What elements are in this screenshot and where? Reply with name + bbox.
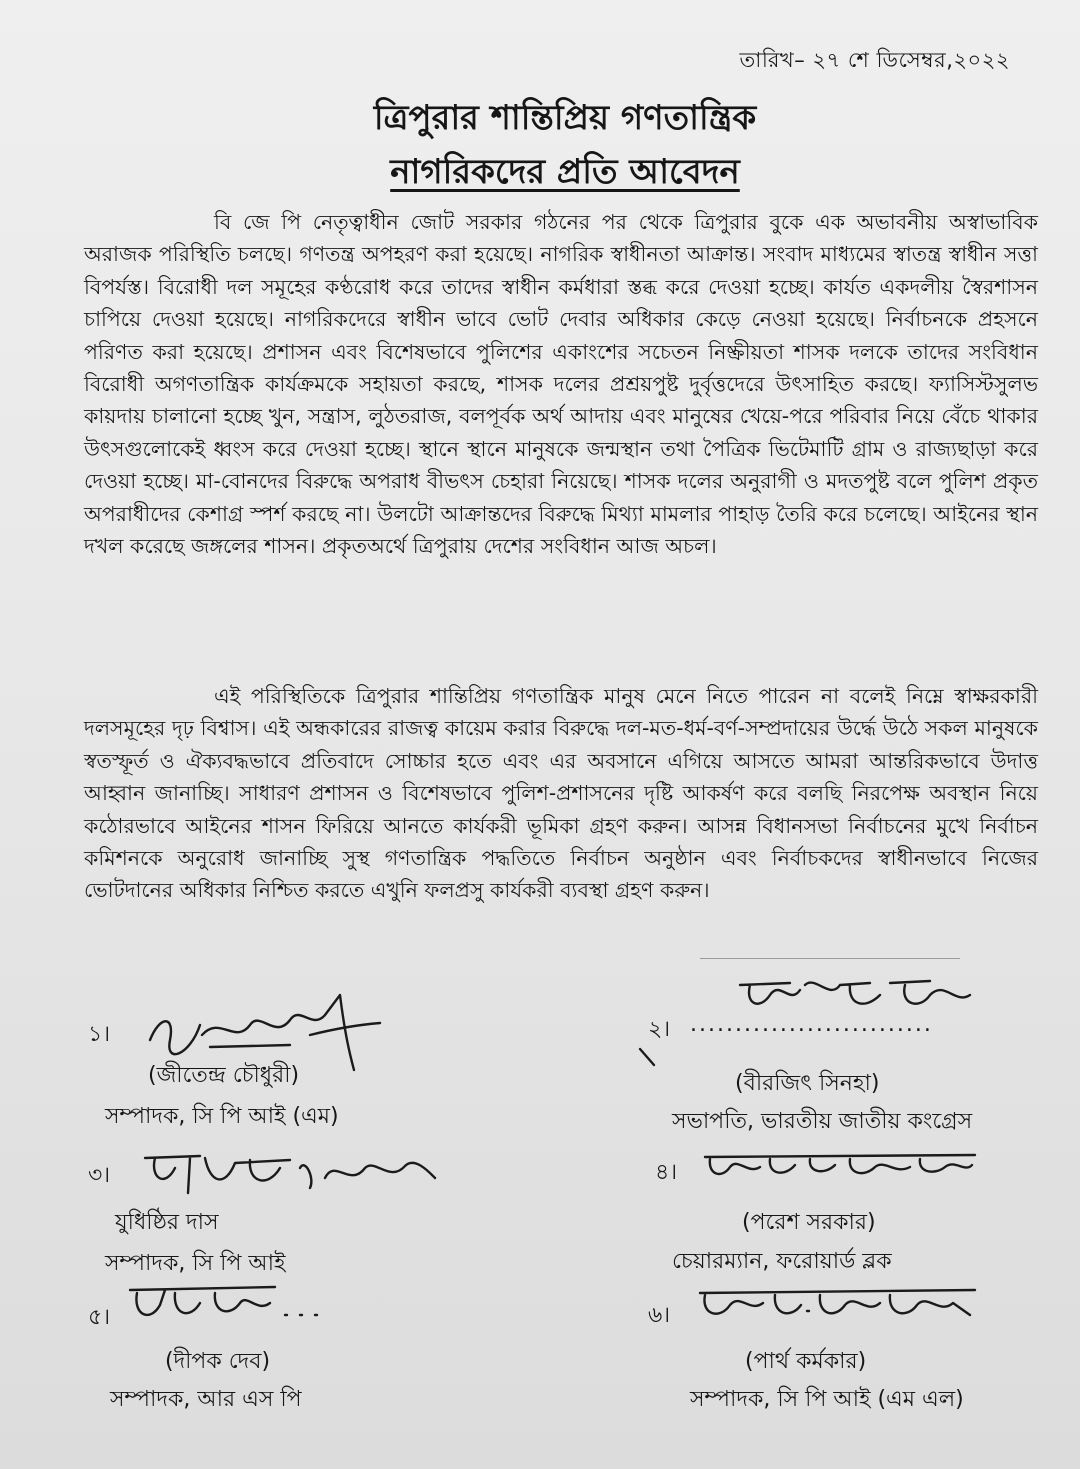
document-title-line-2 [0, 146, 1080, 203]
handwritten-signature [125, 1275, 345, 1335]
body-paragraph-2: এই পরিস্থিতিকে ত্রিপুরার শান্তিপ্রিয় গণতান্ত্রিক মানুষ মেনে নিতে পারেন না বলেই নিম্নে স্বাক্ষরকারী দলসমূহের দৃঢ় বিশ্বাস। এই অন্ধকারের রাজত্ব কায়েম করার বিরুদ্ধে দল-মত-ধর্ম-বর্ণ-সম্প্রদায়ের উর্দ্ধে উঠে সকল মানুষকে স্বতস্ফূর্ত ও ঐক্যবদ্ধভাবে প্রতিবাদে সোচ্চার হতে এবং এর অবসানে এগিয়ে আসতে আমরা আন্তরিকভাবে উদাত্ত আহ্বান জানাচ্ছি। সাধারণ প্রশাসন ও বিশেষভাবে পুলিশ-প্রশাসনের দৃষ্টি আকর্ষণ করে বলছি নিরপেক্ষ অবস্থান নিয়ে কঠোরভাবে আইনের শাসন ফিরিয়ে আনতে কার্যকরী ভূমিকা গ্রহণ করুন। আসন্ন বিধানসভা নির্বাচনের মুখে নির্বাচন কমিশনকে অনুরোধ জানাচ্ছি সুস্থ গণতান্ত্রিক পদ্ধতিতে নির্বাচন অনুষ্ঠান এবং নির্বাচকদের স্বাধীনভাবে নিজের ভোটদানের অধিকার নিশ্চিত করতে এখুনি ফলপ্রসু কার্যকরী ব্যবস্থা গ্রহণ করুন। [84, 684, 1038, 903]
signatory-role: সম্পাদক, সি পি আই [105, 1251, 286, 1276]
signature-dotted-line: ........................... [690, 1012, 933, 1037]
document-date: তারিখ– ২৭ শে ডিসেম্বর,২০২২ [739, 48, 1010, 72]
signatory-role: সম্পাদক, আর এস পি [110, 1387, 302, 1412]
body-paragraph-1: বি জে পি নেতৃত্বাধীন জোট সরকার গঠনের পর থেকে ত্রিপুরার বুকে এক অভাবনীয় অস্বাভাবিক অরাজক পরিস্থিতি চলছে। গণতন্ত্র অপহরণ করা হয়েছে। নাগরিক স্বাধীনতা আক্রান্ত। সংবাদ মাধ্যমের স্বাতন্ত্র স্বাধীন সত্তা বিপর্যস্ত। বিরোধী দল সমূহের কণ্ঠরোধ করে তাদের স্বাধীন কর্মধারা স্তব্ধ করে দেওয়া হচ্ছে। কার্যত একদলীয় স্বৈরশাসন চাপিয়ে দেওয়া হয়েছে। নাগরিকদেরে স্বাধীন ভাবে ভোট দেবার অধিকার কেড়ে নেওয়া হয়েছে। নির্বাচনকে প্রহসনে পরিণত করা হয়েছে। প্রশাসন এবং বিশেষভাবে পুলিশের একাংশের সচেতন নিষ্ক্রীয়তা শাসক দলকে তাদের সংবিধান বিরোধী অগণতান্ত্রিক কার্যক্রমকে সহায়তা করছে, শাসক দলের প্রশ্রয়পুষ্ট দুর্বৃত্তদেরে উৎসাহিত করছে। ফ্যাসিস্টসুলভ কায়দায় চালানো হচ্ছে খুন, সন্ত্রাস, লুঠতরাজ, বলপূর্বক অর্থ আদায় এবং মানুষের খেয়ে-পরে পরিবার নিয়ে বেঁচে থাকার উৎসগুলোকেই ধ্বংস করে দেওয়া হচ্ছে। স্থানে স্থানে মানুষকে জন্মস্থান তথা পৈত্রিক ভিটেমাটি গ্রাম ও রাজ্যছাড়া করে দেওয়া হচ্ছে। মা-বোনদের বিরুদ্ধে অপরাধ বীভৎস চেহারা নিয়েছে। শাসক দলের অনুরাগী ও মদতপুষ্ট বলে পুলিশ প্রকৃত অপরাধীদের কেশাগ্র স্পর্শ করছে না। উলটো আক্রান্তদের বিরুদ্ধে মিথ্যা মামলার পাহাড় তৈরি করে চলেছে। আইনের স্থান দখল করেছে জঙ্গলের শাসন। প্রকৃতঅর্থে ত্রিপুরায় দেশের সংবিধান আজ অচল। [84, 210, 1038, 559]
signatory-name: যুধিষ্ঠির দাস [115, 1210, 219, 1235]
ink-mark [636, 1045, 666, 1075]
divider-line [700, 958, 960, 959]
signatory-role: সম্পাদক, সি পি আই (এম এল) [690, 1387, 964, 1412]
handwritten-signature [730, 965, 980, 1035]
handwritten-signature [695, 1275, 985, 1335]
handwritten-signature [700, 1145, 980, 1190]
signatory-number: ৩। [88, 1163, 111, 1188]
signatory-name: (পার্থ কর্মকার) [745, 1349, 867, 1374]
signatory-name: (দীপক দেব) [165, 1349, 271, 1374]
signatory-name: (জীতেন্দ্র চৌধুরী) [148, 1063, 300, 1088]
handwritten-signature [140, 1138, 440, 1208]
signatory-number: ৬। [648, 1303, 671, 1328]
signatory-role: সম্পাদক, সি পি আই (এম) [105, 1104, 339, 1129]
document-title-line-2-text: নাগরিকদের প্রতি আবেদন [390, 152, 740, 192]
signatory-number: ৫। [88, 1305, 111, 1330]
document-title-line-1: ত্রিপুরার শান্তিপ্রিয় গণতান্ত্রিক [373, 98, 757, 138]
signatory-name: (পরেশ সরকার) [742, 1210, 876, 1235]
signatory-role: সভাপতি, ভারতীয় জাতীয় কংগ্রেস [672, 1109, 973, 1134]
signatory-name: (বীরজিৎ সিনহা) [735, 1071, 880, 1096]
signatory-number: ১। [88, 1022, 111, 1047]
signatory-number: ৪। [655, 1160, 678, 1185]
signatory-role: চেয়ারম্যান, ফরোয়ার্ড ব্লক [672, 1249, 892, 1274]
signatory-number: ২। [648, 1017, 671, 1042]
